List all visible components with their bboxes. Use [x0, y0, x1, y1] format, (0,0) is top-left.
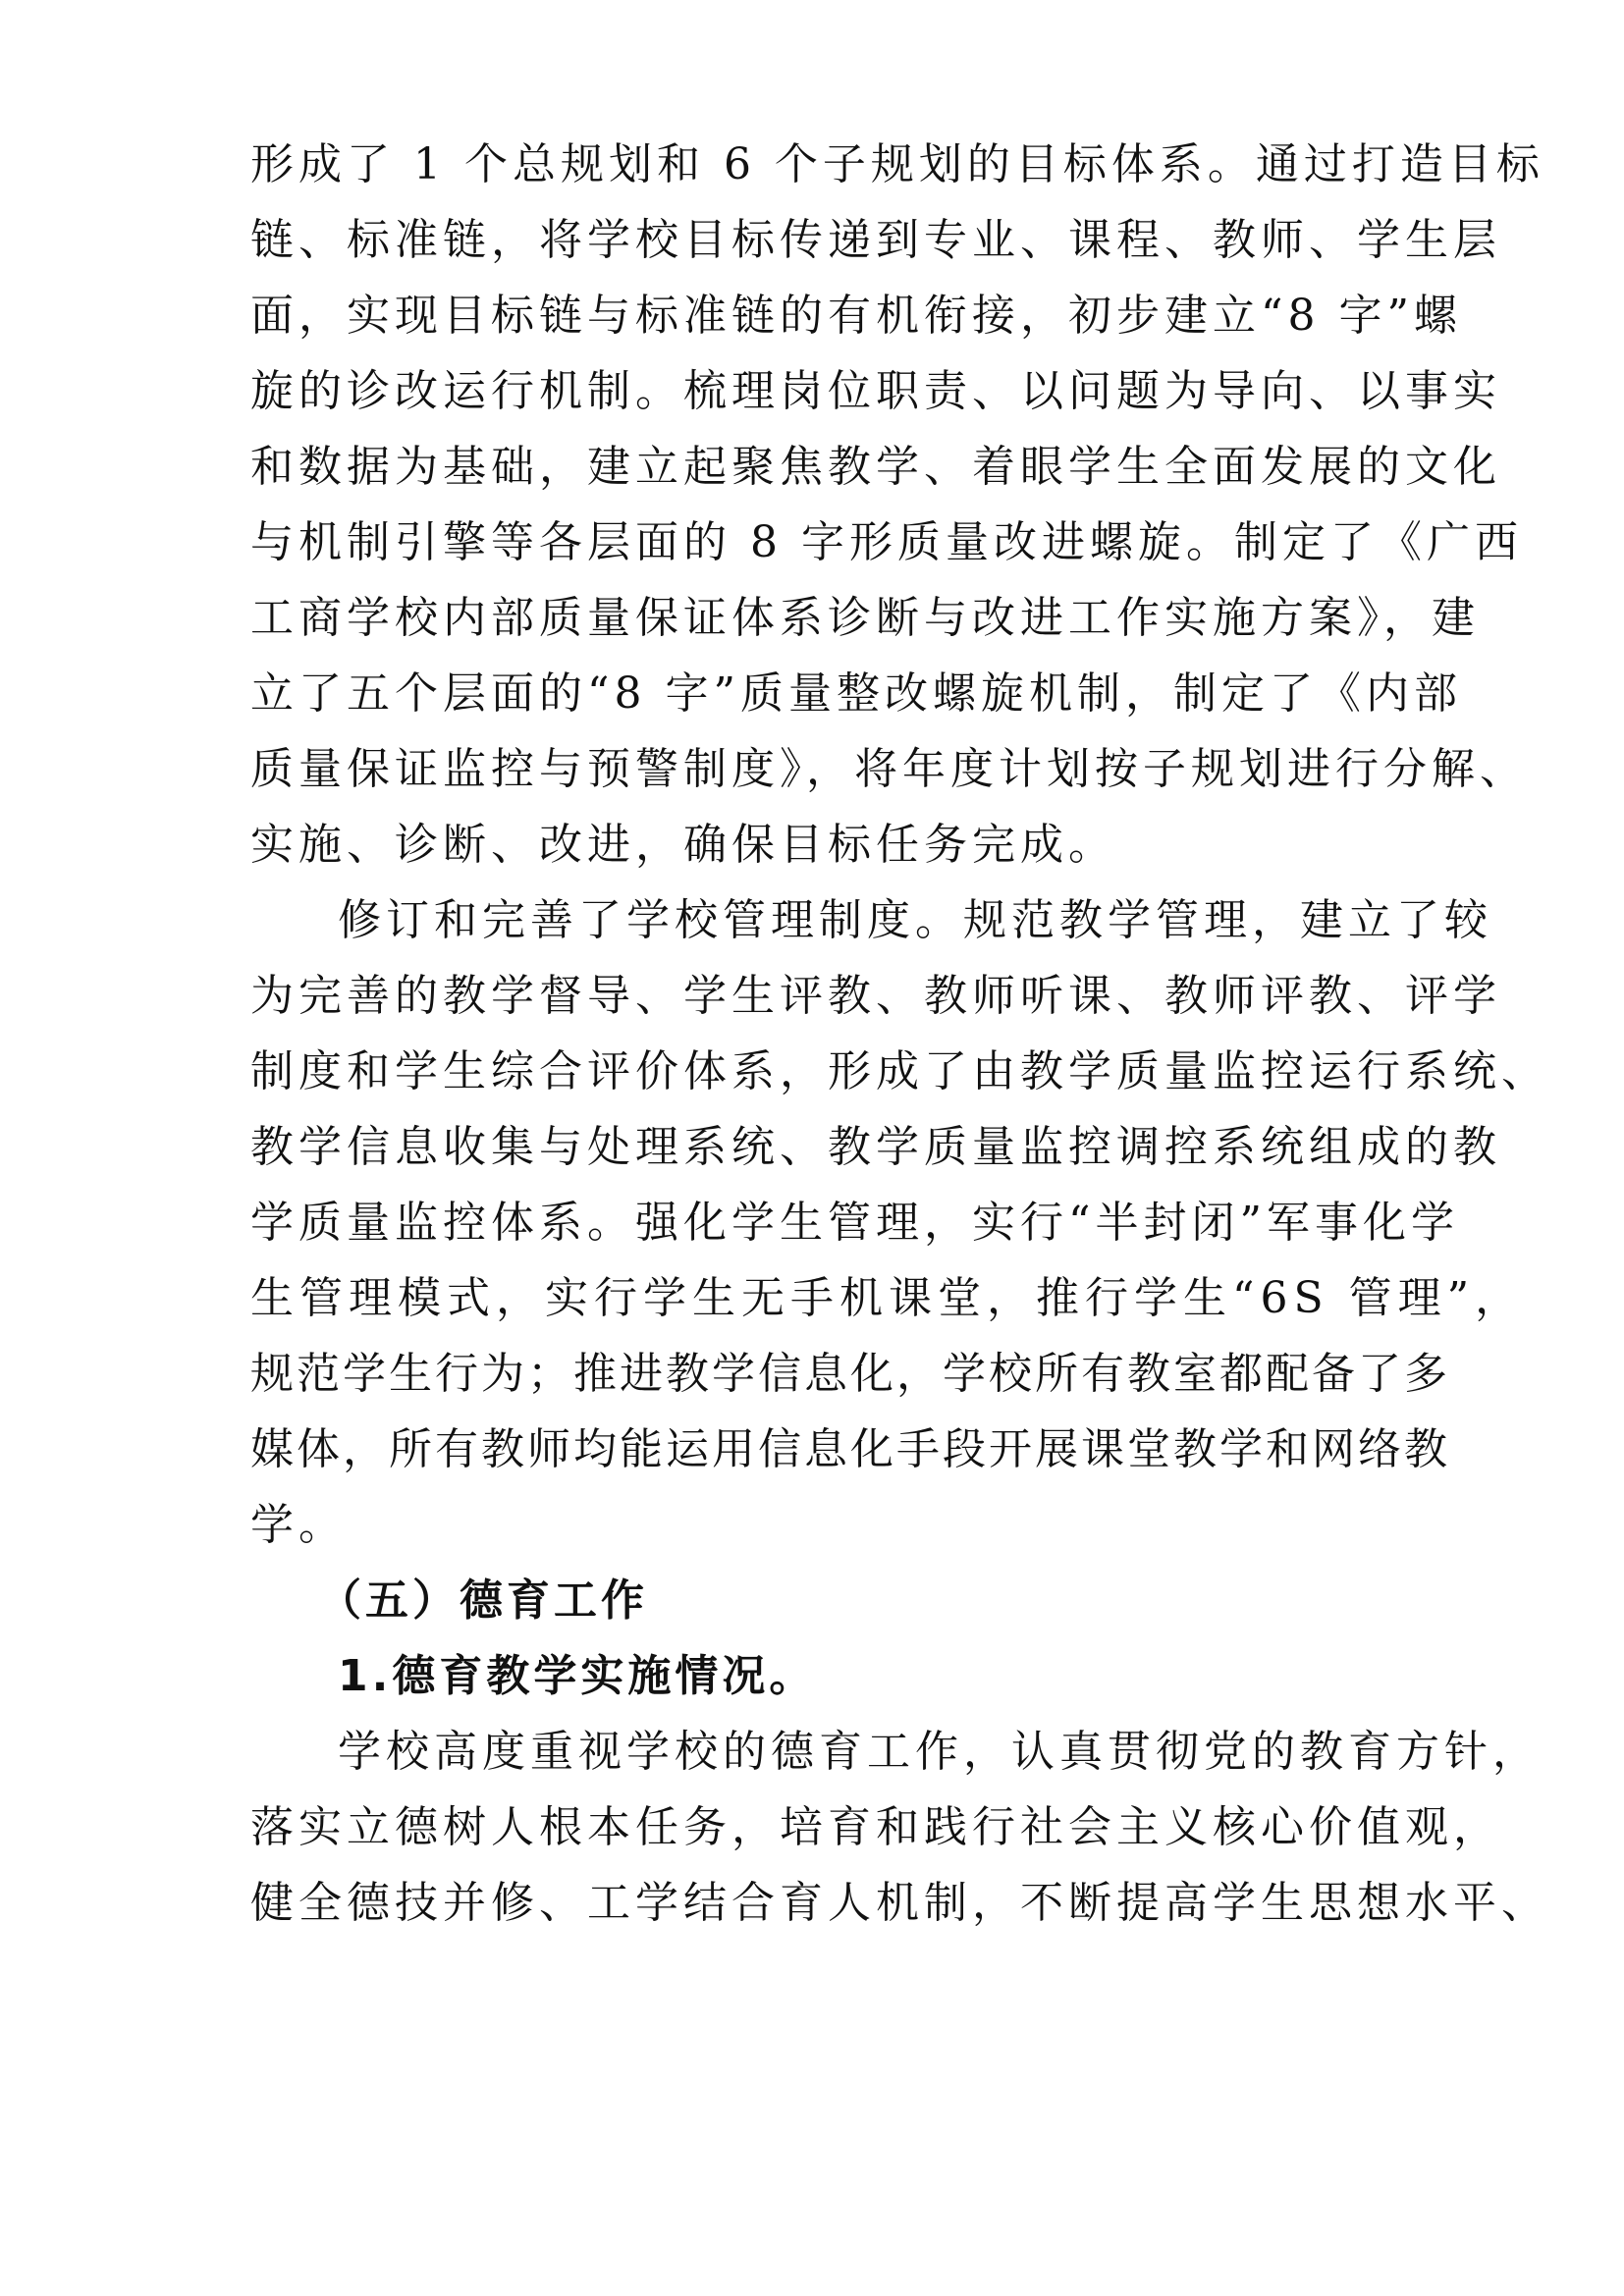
paragraph-line: 实施、诊断、改进，确保目标任务完成。	[250, 820, 1116, 870]
paragraph-line: 学校高度重视学校的德育工作，认真贯彻党的教育方针，	[338, 1727, 1541, 1777]
paragraph-line: 落实立德树人根本任务，培育和践行社会主义核心价值观，	[250, 1802, 1501, 1852]
paragraph-line: 生管理模式，实行学生无手机课堂，推行学生“6S 管理”，	[250, 1273, 1525, 1323]
paragraph-line: 修订和完善了学校管理制度。规范教学管理，建立了较	[338, 895, 1492, 945]
paragraph-line: 工商学校内部质量保证体系诊断与改进工作实施方案》，建	[250, 593, 1480, 643]
paragraph-line: 学质量监控体系。强化学生管理，实行“半封闭”军事化学	[250, 1198, 1459, 1248]
paragraph-line: 教学信息收集与处理系统、教学质量监控调控系统组成的教	[250, 1122, 1501, 1172]
paragraph-line: 立了五个层面的“8 字”质量整改螺旋机制，制定了《内部	[250, 668, 1462, 719]
paragraph-line: 与机制引擎等各层面的 8 字形质量改进螺旋。制定了《广西	[250, 517, 1523, 567]
paragraph-line: 旋的诊改运行机制。梳理岗位职责、以问题为导向、以事实	[250, 366, 1501, 416]
paragraph-line: 学。	[250, 1500, 347, 1550]
paragraph-line: 规范学生行为；推进教学信息化，学校所有教室都配备了多	[250, 1349, 1450, 1399]
paragraph-line: 形成了 1 个总规划和 6 个子规划的目标体系。通过打造目标	[250, 139, 1544, 189]
paragraph-line: 质量保证监控与预警制度》，将年度计划按子规划进行分解、	[250, 744, 1528, 794]
paragraph-line: 链、标准链，将学校目标传递到专业、课程、教师、学生层	[250, 215, 1501, 265]
paragraph-line: 为完善的教学督导、学生评教、教师听课、教师评教、评学	[250, 971, 1501, 1021]
paragraph-line: 面，实现目标链与标准链的有机衔接，初步建立“8 字”螺	[250, 291, 1462, 341]
paragraph-line: 制度和学生综合评价体系，形成了由教学质量监控运行系统、	[250, 1046, 1549, 1096]
section-heading: （五）德育工作	[318, 1575, 648, 1626]
paragraph-line: 健全德技并修、工学结合育人机制，不断提高学生思想水平、	[250, 1878, 1549, 1928]
paragraph-line: 媒体，所有教师均能运用信息化手段开展课堂教学和网络教	[250, 1424, 1450, 1474]
paragraph-line: 和数据为基础，建立起聚焦教学、着眼学生全面发展的文化	[250, 442, 1501, 492]
subsection-heading: 1.德育教学实施情况。	[338, 1651, 817, 1701]
